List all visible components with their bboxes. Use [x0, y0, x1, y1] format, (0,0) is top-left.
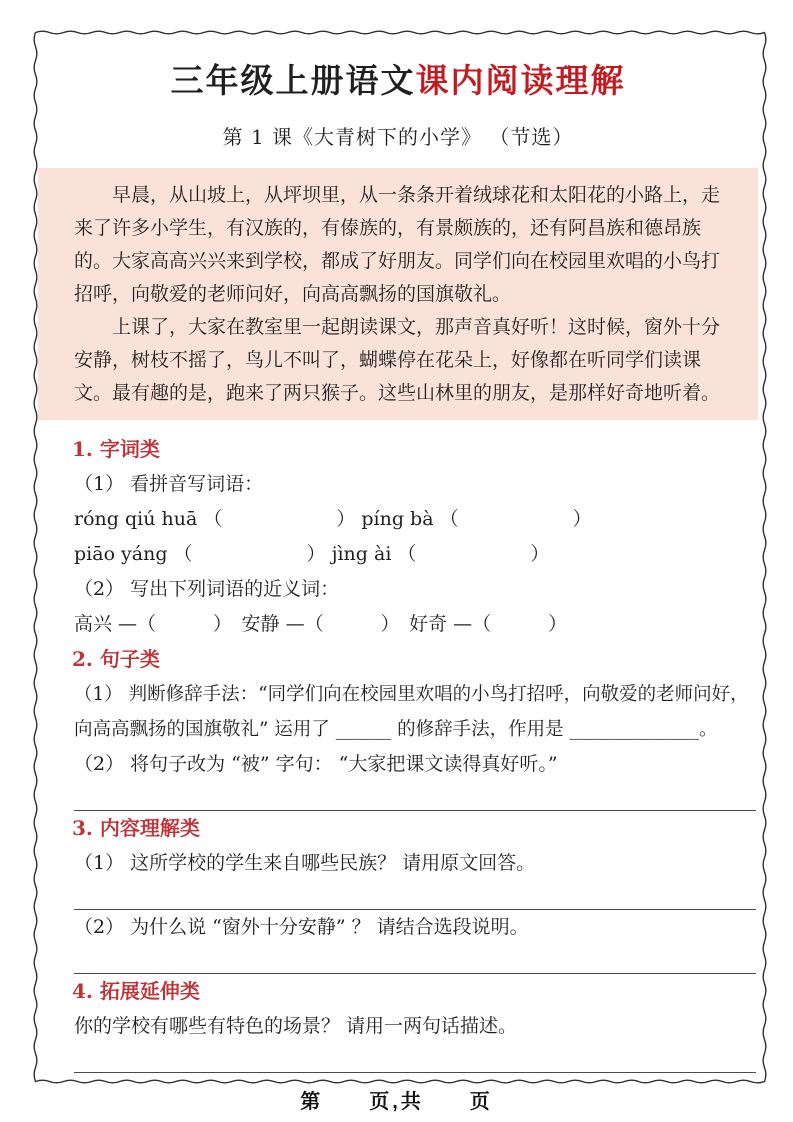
- questions-area: [38, 432, 758, 1073]
- title-red-part: 课内阅读理解: [415, 61, 626, 100]
- section-3-q2: （2） 为什么说 “窗外十分安静” ？ 请结合选段说明。: [74, 916, 529, 938]
- pinyin-line-1: róng qiú huā （ ） píng bà （ ）: [74, 508, 592, 530]
- pinyin-line-2: piāo yáng （ ） jìng ài （ ）: [74, 543, 550, 565]
- answer-line: [74, 881, 756, 910]
- section-3-heading: 3. 内容理解类: [72, 816, 200, 840]
- section-3-q1: （1） 这所学校的学生来自哪些民族？ 请用原文回答。: [74, 852, 536, 874]
- section-2-q1: （1） 判断修辞手法：“同学们向在校园里欢唱的小鸟打招呼，向敬爱的老师问好，向高高飘扬的国旗敬礼” 运用了 ______ 的修辞手法，作用是 ______________。: [74, 684, 749, 740]
- content-area: [38, 34, 758, 1073]
- page-title: [38, 58, 758, 104]
- synonyms-line: 高兴 —（ ） 安静 —（ ） 好奇 —（ ）: [74, 613, 568, 635]
- section-4-heading: 4. 拓展延伸类: [72, 979, 200, 1003]
- section-1-q2-prompt: （2） 写出下列词语的近义词：: [74, 578, 340, 600]
- section-2-heading: 2. 句子类: [72, 647, 160, 671]
- answer-line: [74, 945, 756, 974]
- section-4-q1: 你的学校有哪些有特色的场景？ 请用一两句话描述。: [74, 1015, 518, 1037]
- page-footer: 第 页,共 页: [300, 1091, 493, 1113]
- answer-line: [74, 782, 756, 811]
- passage-paragraph: 早晨，从山坡上，从坪坝里，从一条条开着绒球花和太阳花的小路上，走来了许多小学生，有汉族的，有傣族的，有景颇族的，还有阿昌族和德昂族的。大家高高兴兴来到学校，都成了好朋友。同学们向在校园里欢唱的小鸟打招呼，向敬爱的老师问好，向高高飘扬的国旗敬礼。: [74, 184, 721, 305]
- title-black-part: 三年级上册语文: [170, 61, 416, 100]
- passage-box: [38, 168, 758, 420]
- section-1-q1-prompt: （1） 看拼音写词语：: [74, 473, 264, 495]
- section-2-q2: （2） 将句子改为 “被” 字句： “大家把课文读得真好听。”: [74, 753, 558, 775]
- section-1-heading: 1. 字词类: [72, 437, 160, 461]
- passage-paragraph: 上课了，大家在教室里一起朗读课文，那声音真好听！这时候，窗外十分安静，树枝不摇了，鸟儿不叫了，蝴蝶停在花朵上，好像都在听同学们读课文。最有趣的是，跑来了两只猴子。这些山林里的朋友，是那样好奇地听着。: [74, 316, 721, 404]
- lesson-subtitle: 第 1 课《大青树下的小学》 （节选）: [222, 125, 574, 149]
- answer-line: [74, 1044, 756, 1073]
